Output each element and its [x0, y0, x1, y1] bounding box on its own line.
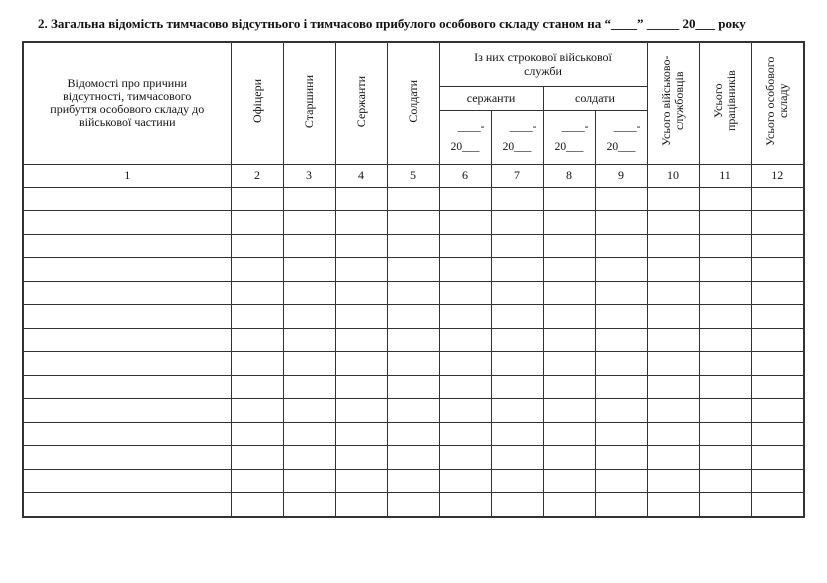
table-cell[interactable] [647, 352, 699, 376]
header-total-servicemen: Усього військово-службовців [647, 42, 699, 164]
table-cell[interactable] [491, 375, 543, 399]
table-cell[interactable] [231, 469, 283, 493]
column-number: 4 [335, 164, 387, 187]
table-cell[interactable] [699, 211, 751, 235]
table-cell[interactable] [335, 469, 387, 493]
table-cell[interactable] [387, 211, 439, 235]
header-conscripts-sergeants: сержанти [439, 86, 543, 110]
column-number: 6 [439, 164, 491, 187]
table-cell[interactable] [23, 469, 231, 493]
table-cell[interactable] [699, 234, 751, 258]
table-cell[interactable] [231, 352, 283, 376]
table-cell[interactable] [283, 328, 335, 352]
table-cell[interactable] [23, 328, 231, 352]
table-row [23, 305, 804, 329]
table-cell[interactable] [231, 399, 283, 423]
table-row [23, 446, 804, 470]
table-cell[interactable] [543, 375, 595, 399]
header-row-1 [23, 42, 804, 86]
table-cell[interactable] [231, 187, 283, 211]
table-cell[interactable] [699, 469, 751, 493]
table-cell[interactable] [595, 399, 647, 423]
table-cell[interactable] [23, 187, 231, 211]
table-cell[interactable] [595, 234, 647, 258]
table-cell[interactable] [647, 281, 699, 305]
table-cell[interactable] [647, 328, 699, 352]
table-cell[interactable] [283, 493, 335, 517]
table-cell[interactable] [283, 234, 335, 258]
table-cell[interactable] [439, 493, 491, 517]
table-cell[interactable] [23, 305, 231, 329]
table-cell[interactable] [335, 399, 387, 423]
table-cell[interactable] [283, 375, 335, 399]
table-cell[interactable] [283, 258, 335, 282]
header-warrant-officers: Старшини [283, 42, 335, 164]
table-cell[interactable] [439, 328, 491, 352]
table-cell[interactable] [647, 422, 699, 446]
table-cell[interactable] [335, 305, 387, 329]
table-cell[interactable] [699, 493, 751, 517]
table-cell[interactable] [387, 422, 439, 446]
table-cell[interactable] [543, 281, 595, 305]
date-field-col9[interactable]: ____- 20___ [595, 110, 647, 164]
table-cell[interactable] [231, 328, 283, 352]
table-cell[interactable] [23, 352, 231, 376]
table-row [23, 234, 804, 258]
table-cell[interactable] [491, 258, 543, 282]
table-cell[interactable] [543, 305, 595, 329]
table-cell[interactable] [699, 352, 751, 376]
table-cell[interactable] [491, 305, 543, 329]
table-row [23, 187, 804, 211]
table-cell[interactable] [543, 493, 595, 517]
table-cell[interactable] [387, 446, 439, 470]
table-cell[interactable] [335, 375, 387, 399]
table-cell[interactable] [439, 399, 491, 423]
header-conscripts-group: Із них строкової військової служби [439, 42, 647, 86]
column-number: 9 [595, 164, 647, 187]
table-cell[interactable] [491, 493, 543, 517]
table-cell[interactable] [335, 493, 387, 517]
table-cell[interactable] [543, 187, 595, 211]
table-cell[interactable] [23, 493, 231, 517]
table-cell[interactable] [387, 187, 439, 211]
form-title: 2. Загальна відомість тимчасово відсутнього і тимчасово прибулого особового складу станом на “____” _____ 20___ року [38, 16, 746, 31]
table-cell[interactable] [751, 375, 804, 399]
table-cell[interactable] [439, 446, 491, 470]
table-row [23, 375, 804, 399]
table-cell[interactable] [231, 281, 283, 305]
table-cell[interactable] [283, 399, 335, 423]
table-cell[interactable] [23, 446, 231, 470]
table-cell[interactable] [387, 469, 439, 493]
table-cell[interactable] [283, 469, 335, 493]
table-cell[interactable] [595, 493, 647, 517]
table-cell[interactable] [647, 469, 699, 493]
column-number: 11 [699, 164, 751, 187]
table-cell[interactable] [491, 422, 543, 446]
table-cell[interactable] [23, 399, 231, 423]
table-cell[interactable] [387, 234, 439, 258]
header-soldiers: Солдати [387, 42, 439, 164]
table-cell[interactable] [647, 187, 699, 211]
table-cell[interactable] [387, 399, 439, 423]
table-cell[interactable] [699, 399, 751, 423]
table-cell[interactable] [491, 281, 543, 305]
table-cell[interactable] [699, 422, 751, 446]
table-row [23, 493, 804, 517]
table-cell[interactable] [595, 352, 647, 376]
table-cell[interactable] [335, 234, 387, 258]
table-cell[interactable] [699, 328, 751, 352]
table-row [23, 258, 804, 282]
table-cell[interactable] [231, 446, 283, 470]
column-number: 10 [647, 164, 699, 187]
table-cell[interactable] [595, 375, 647, 399]
table-cell[interactable] [283, 211, 335, 235]
table-cell[interactable] [595, 446, 647, 470]
table-row [23, 422, 804, 446]
table-cell[interactable] [439, 281, 491, 305]
table-row [23, 211, 804, 235]
personnel-statement-table [22, 41, 805, 518]
table-cell[interactable] [699, 375, 751, 399]
table-cell[interactable] [595, 422, 647, 446]
column-number: 12 [751, 164, 804, 187]
table-cell[interactable] [231, 375, 283, 399]
table-cell[interactable] [283, 187, 335, 211]
table-cell[interactable] [283, 422, 335, 446]
table-cell[interactable] [647, 399, 699, 423]
table-cell[interactable] [491, 211, 543, 235]
table-cell[interactable] [283, 305, 335, 329]
table-cell[interactable] [543, 352, 595, 376]
table-cell[interactable] [699, 258, 751, 282]
table-row [23, 352, 804, 376]
table-cell[interactable] [491, 328, 543, 352]
table-cell[interactable] [751, 446, 804, 470]
header-conscripts-soldiers: солдати [543, 86, 647, 110]
table-cell[interactable] [491, 399, 543, 423]
header-sergeants: Сержанти [335, 42, 387, 164]
date-field-col6[interactable]: ____- 20___ [439, 110, 491, 164]
column-number: 5 [387, 164, 439, 187]
table-cell[interactable] [23, 234, 231, 258]
table-cell[interactable] [543, 328, 595, 352]
table-cell[interactable] [751, 422, 804, 446]
table-cell[interactable] [751, 469, 804, 493]
table-cell[interactable] [751, 328, 804, 352]
table-cell[interactable] [751, 281, 804, 305]
table-cell[interactable] [439, 305, 491, 329]
table-cell[interactable] [699, 446, 751, 470]
table-cell[interactable] [335, 211, 387, 235]
table-cell[interactable] [387, 305, 439, 329]
table-cell[interactable] [699, 281, 751, 305]
table-cell[interactable] [439, 234, 491, 258]
table-cell[interactable] [387, 375, 439, 399]
table-cell[interactable] [543, 234, 595, 258]
table-cell[interactable] [595, 211, 647, 235]
column-number: 7 [491, 164, 543, 187]
table-cell[interactable] [335, 328, 387, 352]
table-cell[interactable] [647, 211, 699, 235]
table-cell[interactable] [23, 422, 231, 446]
table-cell[interactable] [231, 305, 283, 329]
table-cell[interactable] [439, 258, 491, 282]
table-cell[interactable] [595, 305, 647, 329]
table-cell[interactable] [335, 422, 387, 446]
table-cell[interactable] [439, 375, 491, 399]
column-number: 3 [283, 164, 335, 187]
table-cell[interactable] [231, 258, 283, 282]
column-number-row [23, 164, 804, 187]
table-cell[interactable] [751, 352, 804, 376]
table-cell[interactable] [231, 422, 283, 446]
table-cell[interactable] [387, 352, 439, 376]
table-cell[interactable] [543, 446, 595, 470]
table-cell[interactable] [23, 258, 231, 282]
table-cell[interactable] [491, 352, 543, 376]
table-cell[interactable] [647, 234, 699, 258]
table-cell[interactable] [283, 281, 335, 305]
header-total-personnel: Усього особового складу [751, 42, 804, 164]
table-cell[interactable] [751, 493, 804, 517]
blank-rows [23, 187, 804, 517]
table-cell[interactable] [491, 187, 543, 211]
table-cell[interactable] [543, 399, 595, 423]
table-cell[interactable] [335, 187, 387, 211]
table-cell[interactable] [335, 446, 387, 470]
table-cell[interactable] [387, 493, 439, 517]
table-cell[interactable] [491, 234, 543, 258]
header-officers: Офіцери [231, 42, 283, 164]
table-cell[interactable] [283, 352, 335, 376]
table-row [23, 399, 804, 423]
table-cell[interactable] [751, 234, 804, 258]
table-cell[interactable] [231, 234, 283, 258]
table-cell[interactable] [595, 328, 647, 352]
column-number: 1 [23, 164, 231, 187]
table-cell[interactable] [335, 352, 387, 376]
column-number: 2 [231, 164, 283, 187]
table-cell[interactable] [647, 493, 699, 517]
table-cell[interactable] [387, 328, 439, 352]
date-field-col7[interactable]: ____- 20___ [491, 110, 543, 164]
table-cell[interactable] [439, 352, 491, 376]
table-cell[interactable] [751, 399, 804, 423]
table-row [23, 469, 804, 493]
table-cell[interactable] [543, 211, 595, 235]
table-cell[interactable] [231, 211, 283, 235]
table-cell[interactable] [647, 446, 699, 470]
table-cell[interactable] [543, 469, 595, 493]
table-row [23, 281, 804, 305]
table-cell[interactable] [439, 469, 491, 493]
table-cell[interactable] [491, 446, 543, 470]
date-field-col8[interactable]: ____- 20___ [543, 110, 595, 164]
table-cell[interactable] [699, 187, 751, 211]
table-cell[interactable] [23, 281, 231, 305]
table-cell[interactable] [751, 211, 804, 235]
header-description: Відомості про причини відсутності, тимчасового прибуття особового складу до військової частини [23, 42, 231, 164]
table-cell[interactable] [23, 211, 231, 235]
table-row [23, 328, 804, 352]
table-cell[interactable] [595, 469, 647, 493]
table-cell[interactable] [439, 422, 491, 446]
table-cell[interactable] [699, 305, 751, 329]
table-cell[interactable] [543, 422, 595, 446]
table-cell[interactable] [335, 281, 387, 305]
table-cell[interactable] [595, 281, 647, 305]
table-cell[interactable] [283, 446, 335, 470]
table-cell[interactable] [751, 258, 804, 282]
table-cell[interactable] [387, 258, 439, 282]
table-cell[interactable] [335, 258, 387, 282]
column-number: 8 [543, 164, 595, 187]
header-total-workers: Усього працівників [699, 42, 751, 164]
table-cell[interactable] [751, 305, 804, 329]
table-cell[interactable] [595, 258, 647, 282]
table-cell[interactable] [751, 187, 804, 211]
table-cell[interactable] [491, 469, 543, 493]
table-cell[interactable] [543, 258, 595, 282]
table-cell[interactable] [439, 187, 491, 211]
table-cell[interactable] [647, 305, 699, 329]
table-cell[interactable] [231, 493, 283, 517]
table-cell[interactable] [23, 375, 231, 399]
table-cell[interactable] [647, 258, 699, 282]
table-cell[interactable] [387, 281, 439, 305]
table-cell[interactable] [439, 211, 491, 235]
table-cell[interactable] [647, 375, 699, 399]
table-cell[interactable] [595, 187, 647, 211]
